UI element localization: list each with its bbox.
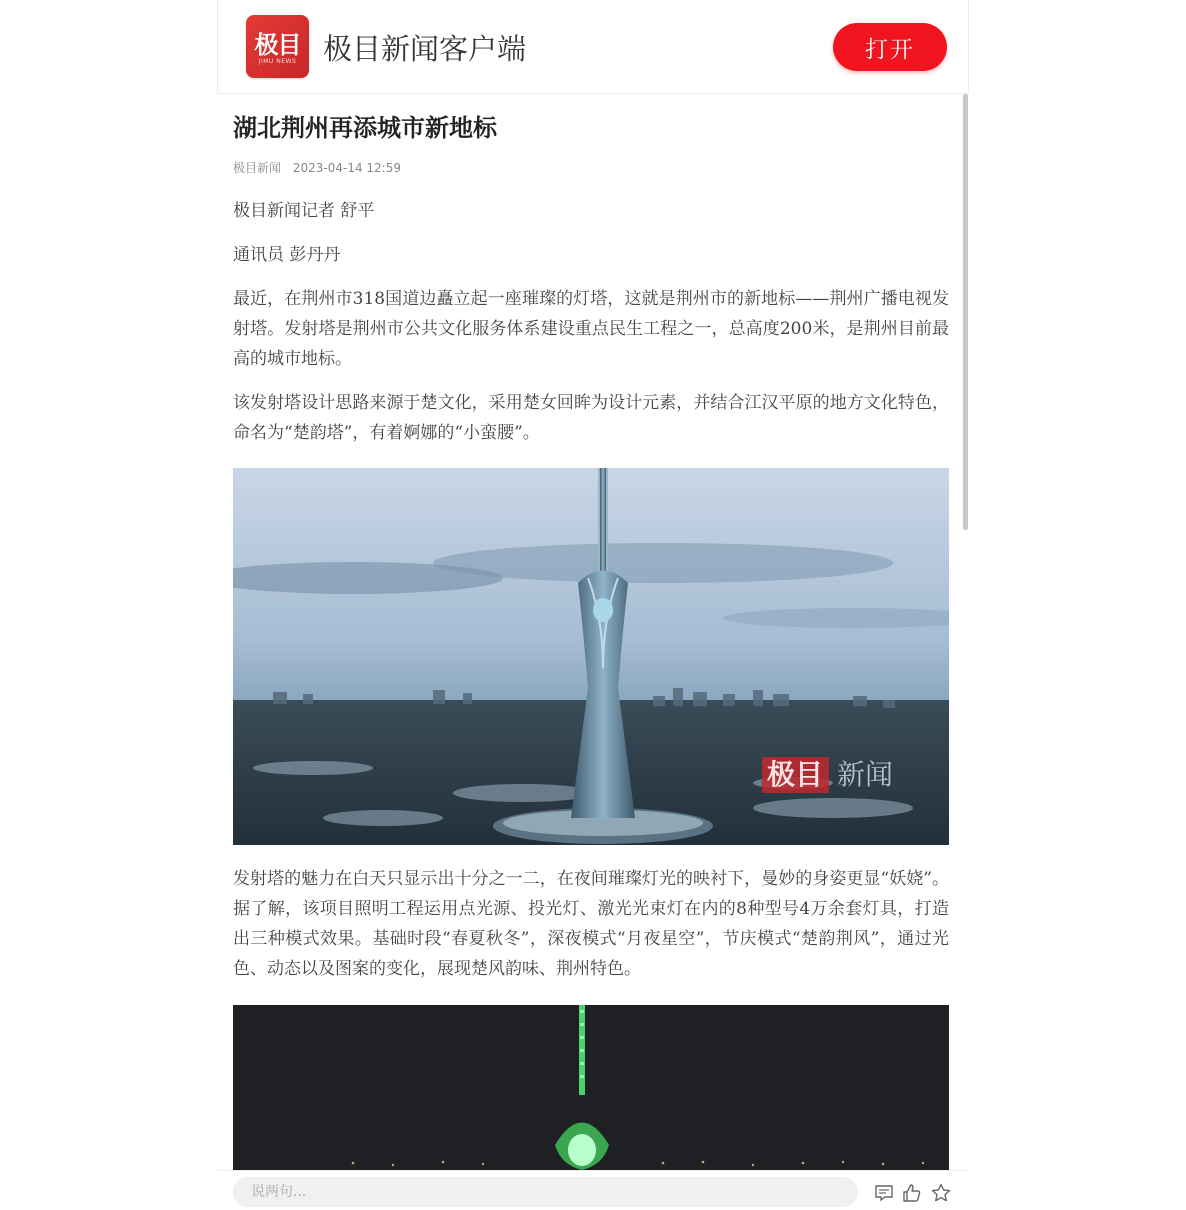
open-app-button[interactable]: 打开 <box>833 23 947 71</box>
article-meta <box>233 159 949 176</box>
app-logo-text: 极目 <box>254 30 301 59</box>
page <box>217 0 969 1210</box>
article-paragraph: 该发射塔设计思路来源于楚文化，采用楚女回眸为设计元素，并结合江汉平原的地方文化特色，命名为“楚韵塔”，有着婀娜的“小蛮腰”。 <box>233 393 949 443</box>
app-logo <box>246 15 309 78</box>
tower-daytime-photo[interactable] <box>233 468 949 845</box>
article-correspondent: 通讯员 彭丹丹 <box>233 245 341 265</box>
app-name: 极目新闻客户端 <box>323 32 527 66</box>
comment-input[interactable] <box>233 1177 858 1207</box>
article-paragraph-block <box>233 864 949 984</box>
scrollbar[interactable] <box>963 94 968 530</box>
watermark-text: 新闻 <box>836 758 894 791</box>
star-icon[interactable] <box>931 1183 951 1203</box>
comment-icon[interactable] <box>874 1183 894 1203</box>
app-logo-subtext: JIMU NEWS <box>258 58 297 65</box>
article-reporter: 极目新闻记者 舒平 <box>233 201 375 221</box>
watermark-logo-text: 极目 <box>766 758 824 791</box>
article-paragraph: 发射塔的魅力在白天只显示出十分之一二，在夜间璀璨灯光的映衬下，曼妙的身姿更显“妖娆”。据了解，该项目照明工程运用点光源、投光灯、激光光束灯在内的8种型号4万余套灯具，打造出三种模式效果。基础时段“春夏秋冬”，深夜模式“月夜星空”，节庆模式“楚韵荆风”，通过光色、动态以及图案的变化，展现楚风韵味、荆州特色。 <box>233 869 949 979</box>
like-icon[interactable] <box>902 1183 922 1203</box>
article-paragraph: 最近，在荆州市318国道边矗立起一座璀璨的灯塔，这就是荆州市的新地标——荆州广播电视发射塔。发射塔是荆州市公共文化服务体系建设重点民生工程之一，总高度200米，是荆州目前最高的城市地标。 <box>233 289 949 369</box>
article-datetime: 2023-04-14 12:59 <box>292 161 401 175</box>
article-title: 湖北荆州再添城市新地标 <box>233 113 497 142</box>
article-source: 极目新闻 <box>233 161 282 175</box>
bottom-comment-bar <box>217 1170 969 1210</box>
article <box>233 94 949 979</box>
app-download-header <box>217 0 969 94</box>
tower-night-photo[interactable] <box>233 1005 949 1170</box>
